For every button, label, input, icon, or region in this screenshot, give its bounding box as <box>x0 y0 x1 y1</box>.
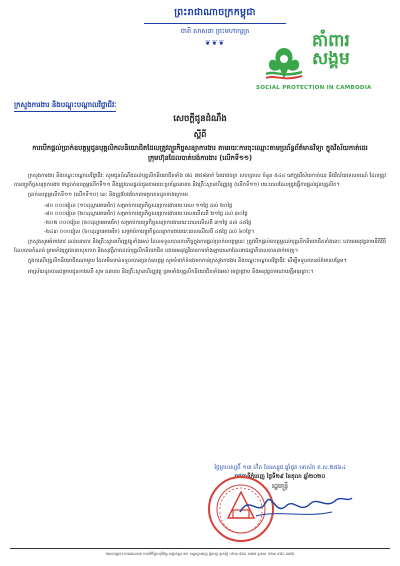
logo-word-1: គាំពារ <box>312 31 350 51</box>
paragraph-closing: អាស្រ័យដូចបានជម្រាបជូនខាងលើ សូម ធនាគារ និងគ្រឹះស្ថានហិរញ្ញវត្ថុ ព្រមទាំងបុគ្គលិកនិយោជិតទាំងអស់ មេត្តាជ្រាប និងអនុវត្តតាមដោយក្តីអនុគ្រោះ។ <box>28 268 314 275</box>
kingdom-rule <box>144 23 286 24</box>
title-subject: ស្តីពី <box>193 130 207 139</box>
logo-word-2: សង្គម <box>312 49 350 69</box>
paragraph-contact: ក្នុងករណីបុគ្គលិកនិយោជិតណាមួយ ដែលមិនទាន់ទទួលបានប្រាក់ឧបត្ថម្ភ សូមទំនាក់ទំនងមកកាន់ក្រសួងការងារ និងបណ្តុះបណ្តាលវិជ្ជាជីវៈ ដើម្បីទទួលបានព័ត៌មានបន្ថែម។ <box>28 258 347 265</box>
ministry-name: ក្រសួងការងារ និងបណ្តុះបណ្តាលវិជ្ជាជីវៈ <box>14 101 116 112</box>
amount-item: -៨០ ០០០រៀល (២០ដុល្លារអាមេរិក) សម្រាប់ការព្យួរកិច្ចសន្យាការងាររយៈពេលលើសពី ២១ថ្ងៃ ដល់ ៣០ថ្ងៃ <box>44 211 248 218</box>
signature-icon <box>236 488 356 522</box>
ornament-divider: ❦❦❦ <box>204 39 226 47</box>
kingdom-header <box>130 6 300 47</box>
amount-item: -២០២ ០០០រៀល (៥០ដុល្លារអាមេរិក) សម្រាប់ការព្យួរកិច្ចសន្យាការងាររយៈពេលលើសពី ៣១ថ្ងៃ ដល់ ៤៥ថ្ងៃ <box>44 219 252 226</box>
paragraph-intro: ក្រសួងការងារ និងបណ្តុះបណ្តាលវិជ្ជាជីវៈ សូមជូនដំណឹងដល់បុគ្គលិកនិយោជិតទាំង ៧៤ ៧៥៨នាក់ នៃរោងចក្រ សហគ្រាស ចំនួន ៥៤៤ នៅក្នុងវិស័យកាត់ដេរ និងវិស័យទេសចរណ៍ ដែលត្រូវបានព្យួរកិច្ចសន្យាការងារ ថាប្រាក់ឧបត្ថម្ភលើកទី១១ នឹងត្រូវបានផ្តល់ជូនតាមរយៈប្រព័ន្ធធនាគារ និងគ្រឹះស្ថានហិរញ្ញវត្ថុ (លើកទី១១) រយៈពេលដែលត្រូវធ្វើការផ្តល់ជូនបុគ្គលិក។ <box>14 173 386 188</box>
social-protection-khmer <box>312 32 382 68</box>
title-heading: សេចក្តីជូនដំណឹង <box>173 114 227 124</box>
gregorian-date: រាជធានីភ្នំពេញ ថ្ងៃទី២៩ ខែតុលា ឆ្នាំ២០២០ <box>234 474 326 480</box>
document-body <box>14 172 386 279</box>
date-block <box>170 464 390 491</box>
amount-list <box>14 202 386 236</box>
kingdom-name: ព្រះរាជាណាចក្រកម្ពុជា <box>174 7 256 18</box>
paragraph-banks: ក្រសួងសូមអំពាវនាវ ដល់ធនាគារ និងគ្រឹះស្ថានហិរញ្ញវត្ថុទាំងអស់ ដែលទទួលបានភារកិច្ចក្នុងការផ្តល់ប្រាក់ឧបត្ថម្ភនេះ ត្រូវបើកផ្តល់ឧបត្ថម្ភដល់បុគ្គលិកនិយោជិតទាំងនោះ ដោយអនុវត្តតាមនីតិវិធីដែលបានកំណត់ ព្រមទាំងត្រូវធានាសុខភាព និងសុវត្ថិភាពដល់បុគ្គលិកនិយោជិត ដោយអនុវត្តវិធានការទាំងឡាយណាដែលរាជរដ្ឋាភិបាលបានដាក់ចេញ។ <box>14 239 386 254</box>
social-protection-logo-icon <box>262 44 306 82</box>
document-title <box>30 114 370 163</box>
amount-item: -២៤៣ ០០០រៀល (៦០ដុល្លារអាមេរិក) សម្រាប់ការព្យួរកិច្ចសន្យាការងាររយៈពេលលើសពី ៤៥ថ្ងៃ ដល់ ៦០ថ្ងៃ។ <box>44 228 255 235</box>
signatory-title: រដ្ឋមន្ត្រី <box>271 482 289 490</box>
footer-divider <box>10 548 390 549</box>
paragraph-amounts-intro: ប្រាក់ឧបត្ថម្ភលើកទី១១ (លើកទី១០) នេះ និងត្រូវបែងចែកតាមប្រភេទដូចខាងក្រោម៖ <box>28 192 189 199</box>
title-description: ការបើកផ្តល់ប្រាក់ឧបត្ថម្ភជូនបុគ្គលិកលនិយោជិតដែលត្រូវព្យួរកិច្ចសន្យាការងារ តាមរយៈការចុះឈ្មោះតាមប្រព័ន្ធព័ត៌មានវិទ្យា ក្នុងវិស័យកាត់ដេរ ក្រុមហ៊ុនដែលបាត់បង់ការងារ (លើកទី១១) <box>32 144 368 162</box>
amount-item: -៨០ ០០០រៀល (១០ដុល្លារអាមេរិក) សម្រាប់ការព្យួរកិច្ចសន្យាការងាររយៈពេល ១១ថ្ងៃ ដល់ ២០ថ្ងៃ <box>44 202 233 209</box>
national-motto: ជាតិ សាសនា ព្រះមហាក្សត្រ <box>180 27 250 35</box>
footer-address: អាសយដ្ឋាន៖ អាគារលេខ៣ មហាវិថីព្រះមុនីវង្ស សង្កាត់ស្រះចក ខណ្ឌដូនពេញ ភ្នំពេញ ទូរស័ព្ទ ០២៣ ៨៨៤ ៣៧៥ ទូរសារ ០២៣ ៨៨៤ ៣៧៦ <box>105 552 295 556</box>
lunar-date: ថ្ងៃព្រហស្បតិ៍ ១៣ កើត ខែអស្សុជ ឆ្នាំជូត ទោស័ក ព.ស.២៥៦៤ <box>214 465 346 471</box>
social-protection-english: SOCIAL PROTECTION IN CAMBODIA <box>256 85 372 91</box>
